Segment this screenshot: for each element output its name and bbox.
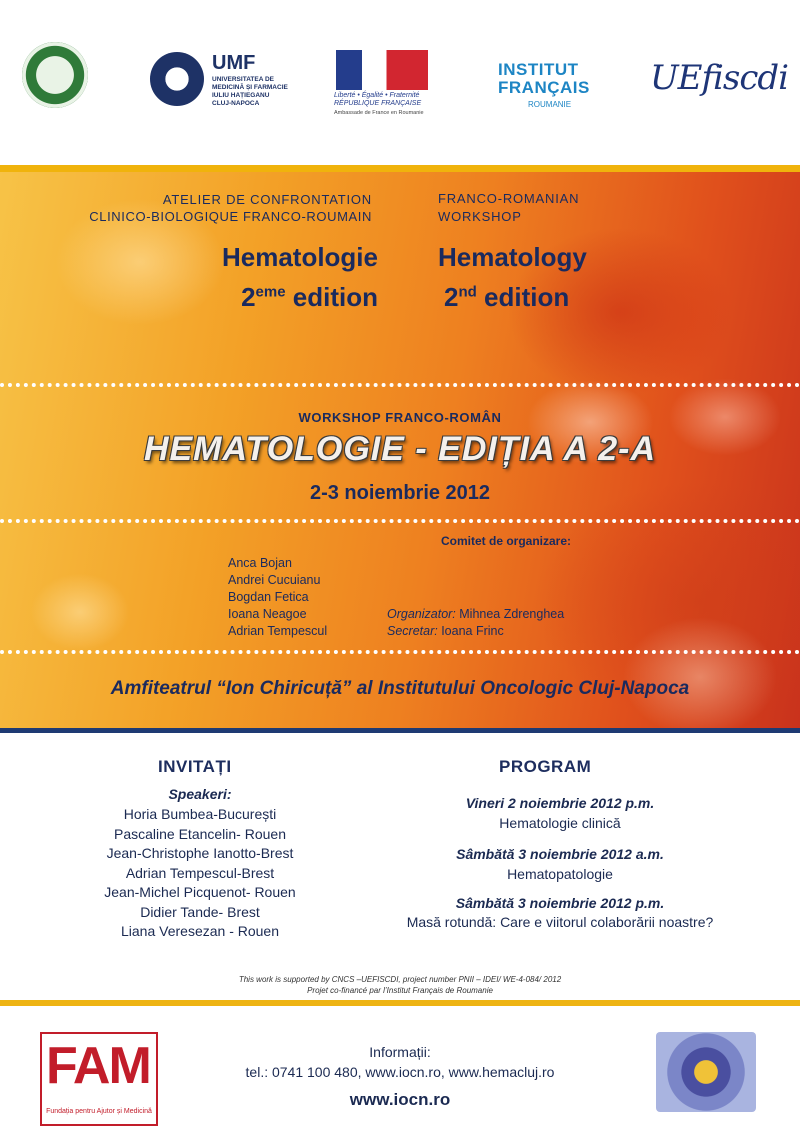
en-edition-number: 2 [444, 282, 459, 312]
institut-francais-logo-line2: FRANÇAIS [498, 78, 590, 97]
secretary-name: Ioana Frinc [437, 624, 504, 638]
cofinancing-note: Projet co-financé par l’Institut Français de Roumanie [307, 986, 493, 995]
en-workshop-line1: FRANCO-ROMANIAN [438, 191, 580, 206]
dotted-divider [0, 519, 800, 523]
committee-member: Ioana Neagoe [228, 607, 307, 621]
fr-title: Hematologie [221, 242, 378, 272]
republique-francaise-motto: Liberté • Égalité • Fraternité RÉPUBLIQUE FRANÇAISE [334, 92, 422, 107]
secretary-line [387, 624, 504, 638]
en-title: Hematology [438, 242, 587, 272]
speakers-label: Speakeri: [168, 786, 232, 802]
fam-logo-subtitle: Fundația pentru Ajutor și Medicină [46, 1108, 152, 1115]
program-topic: Masă rotundă: Care e viitorul colaborării noastre? [406, 914, 714, 930]
event-banner [0, 172, 800, 728]
organizer-label: Organizator: [387, 607, 456, 621]
en-edition [444, 282, 569, 313]
fam-logo-letters: FAM [46, 1037, 150, 1095]
umf-emblem-logo [150, 52, 204, 106]
program-day: Sâmbătă 3 noiembrie 2012 p.m. [455, 895, 665, 911]
ro-main-title: HEMATOLOGIE - EDIȚIA A 2-A [143, 430, 657, 468]
republique-francaise-flag-logo [336, 50, 428, 90]
program-topic: Hematologie clinică [499, 815, 621, 831]
speaker-item: Adrian Tempescul-Brest [125, 864, 275, 881]
program-heading: PROGRAM [499, 757, 592, 776]
program-topic: Hematopatologie [507, 866, 613, 882]
speaker-item: Jean-Christophe Ianotto-Brest [106, 845, 294, 861]
organizer-name: Mihnea Zdrenghea [455, 607, 565, 621]
committee-heading: Comitet de organizare: [441, 534, 572, 548]
uefiscdi-logo: UEfiscdi [650, 58, 789, 98]
dotted-divider [0, 650, 800, 654]
committee-member: Adrian Tempescul [228, 624, 328, 638]
program-day: Sâmbătă 3 noiembrie 2012 a.m. [456, 846, 664, 862]
organizer-line [387, 607, 564, 621]
speaker-item: Pascaline Etancelin- Rouen [114, 825, 286, 842]
secretary-label: Secretar: [387, 624, 438, 638]
association-logo [656, 1032, 756, 1112]
website-link[interactable]: www.iocn.ro [349, 1090, 451, 1109]
event-date: 2-3 noiembrie 2012 [309, 482, 491, 504]
info-label: Informații: [369, 1044, 431, 1060]
fr-edition [0, 282, 378, 313]
fr-edition-word: edition [285, 282, 378, 312]
committee-member: Anca Bojan [228, 556, 292, 570]
top-gold-divider [0, 165, 800, 172]
contact-line: tel.: 0741 100 480, www.iocn.ro, www.hemacluj.ro [245, 1064, 555, 1080]
speaker-item: Didier Tande- Brest [140, 903, 260, 920]
umf-logo-title: UMF [212, 52, 256, 74]
umf-logo-subtitle: UNIVERSITATEA DE MEDICINĂ ȘI FARMACIE IULIU HAȚIEGANU CLUJ-NAPOCA [212, 76, 288, 107]
fr-atelier-line2: CLINICO-BIOLOGIQUE FRANCO-ROUMAIN [89, 209, 372, 224]
navy-divider [0, 728, 800, 733]
speaker-item: Horia Bumbea-București [123, 806, 277, 822]
en-edition-word: edition [476, 282, 570, 312]
committee-member: Andrei Cucuianu [228, 573, 321, 587]
speaker-item: Liana Veresezan - Rouen [121, 923, 279, 939]
fr-edition-number: 2 [241, 282, 256, 312]
invited-heading: INVITAȚI [158, 757, 232, 776]
fr-atelier-line1: ATELIER DE CONFRONTATION [162, 192, 372, 207]
oncology-institute-seal-logo [22, 42, 88, 108]
institut-francais-logo-line1: INSTITUT [498, 60, 579, 79]
fr-edition-suffix: eme [255, 283, 286, 301]
embassy-caption: Ambassade de France en Roumanie [334, 110, 424, 116]
speaker-item: Jean-Michel Picquenot- Rouen [104, 884, 296, 900]
funding-note: This work is supported by CNCS –UEFISCDI, project number PNII – IDEI/ WE-4-084/ 2012 [238, 975, 562, 984]
footer-gold-divider [0, 1000, 800, 1006]
en-edition-suffix: nd [458, 283, 477, 301]
committee-member: Bogdan Fetica [228, 590, 309, 604]
ro-workshop-label: WORKSHOP FRANCO-ROMÂN [298, 410, 502, 425]
en-workshop-line2: WORKSHOP [438, 209, 522, 224]
dotted-divider [0, 383, 800, 387]
venue: Amfiteatrul “Ion Chiricuță” al Institutului Oncologic Cluj-Napoca [110, 678, 690, 699]
logo-strip [0, 0, 800, 165]
institut-francais-logo-line3: ROUMANIE [528, 100, 572, 109]
program-day: Vineri 2 noiembrie 2012 p.m. [465, 795, 655, 811]
